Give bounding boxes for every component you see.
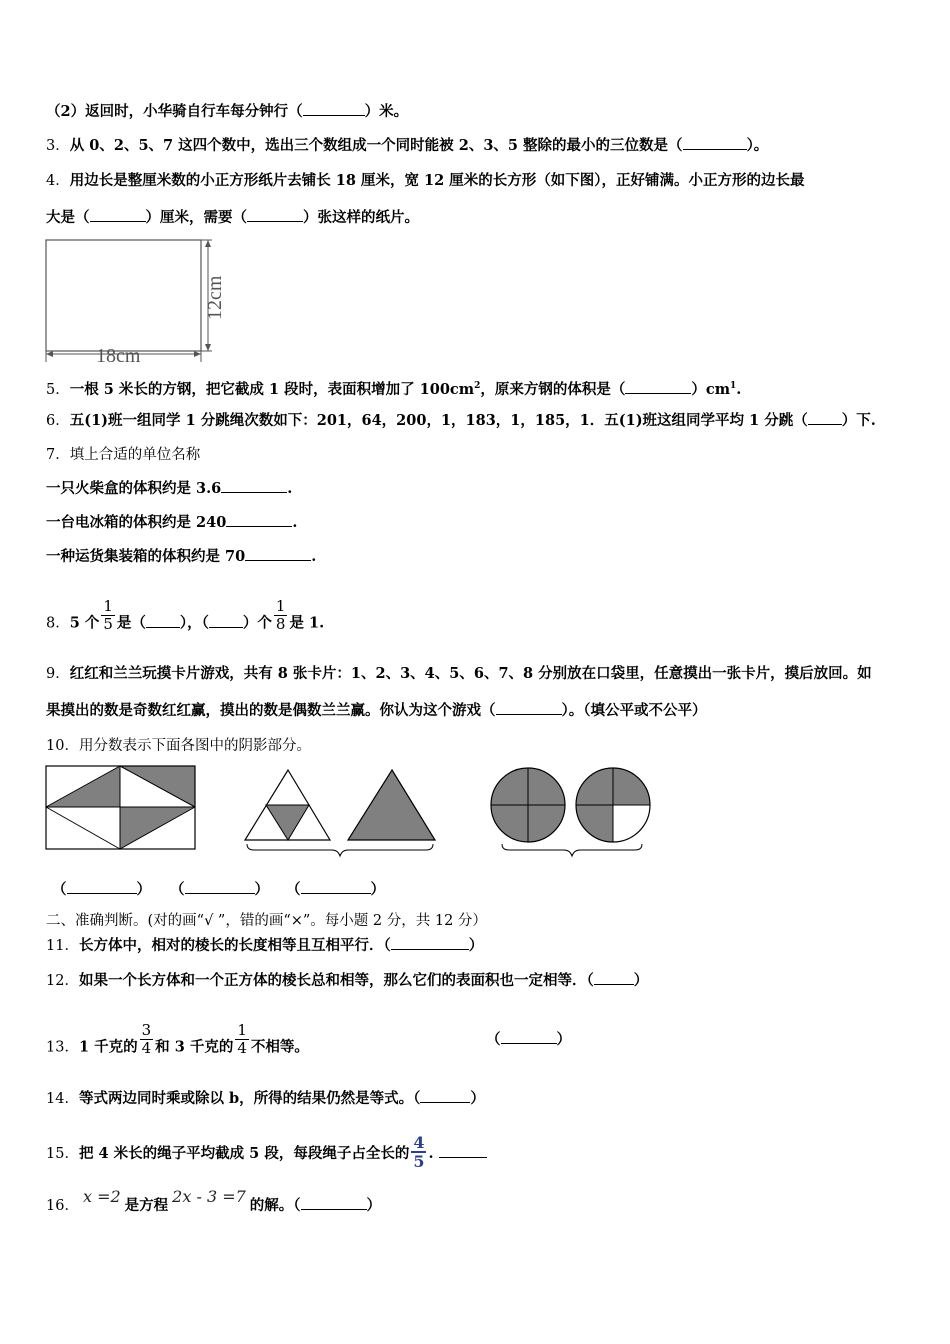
question-4-line1: 4．用边长是整厘米数的小正方形纸片去铺长 18 厘米，宽 12 厘米的长方形（如下图），正好铺满。小正方形的边长最: [46, 172, 805, 189]
width-label: 18cm: [96, 345, 141, 367]
answer-blank[interactable]: [501, 1031, 557, 1044]
q10-answer-3: （ ）: [286, 881, 385, 898]
answer-blank[interactable]: [226, 514, 292, 527]
question-9-line2: 果摸出的数是奇数红红赢，摸出的数是偶数兰兰赢。你认为这个游戏（ ）。（填公平或不公平）: [46, 702, 707, 719]
answer-blank[interactable]: [301, 881, 371, 894]
answer-blank[interactable]: [209, 615, 243, 628]
question-4-line2: 大是（ ）厘米，需要（ ）张这样的纸片。: [46, 209, 419, 226]
fraction: $\frac{4}{5}$: [413, 1133, 425, 1171]
question-13: 13．1 千克的 $\frac{3}{4}$ 和 3 千克的 $\frac{1}{4}$ 不相等。: [46, 1021, 309, 1057]
question-11: 11．长方体中，相对的棱长的长度相等且互相平行．（ ）: [46, 937, 484, 954]
answer-blank[interactable]: [391, 937, 469, 950]
answer-blank[interactable]: [301, 1197, 367, 1210]
section-2-title: 二、准确判断。(对的画“√ ”，错的画“×”。每小题 2 分，共 12 分）: [46, 913, 487, 929]
answer-blank[interactable]: [90, 209, 146, 222]
q10-answer-2: （ ）: [170, 881, 269, 898]
fraction: $\frac{1}{5}$: [103, 597, 113, 633]
answer-blank[interactable]: [683, 137, 747, 150]
question-10: 10．用分数表示下面各图中的阴影部分。: [46, 738, 311, 754]
shaded-triangles-figure: [242, 768, 438, 858]
question-13-answer: （ ）: [486, 1031, 571, 1048]
answer-blank[interactable]: [625, 381, 691, 394]
question-6: 6．五(1)班一组同学 1 分跳绳次数如下：201，64，200，1，183，1，185，1．五(1)班这组同学平均 1 分跳（ ）下.: [46, 412, 876, 429]
answer-blank[interactable]: [221, 480, 287, 493]
question-7-item: 一台电冰箱的体积约是 240 .: [46, 514, 298, 531]
answer-blank[interactable]: [496, 702, 562, 715]
question-9-line1: 9．红红和兰兰玩摸卡片游戏，共有 8 张卡片：1、2、3、4、5、6、7、8 分别放在口袋里，任意摸出一张卡片，摸后放回。如: [46, 665, 872, 682]
answer-blank[interactable]: [146, 615, 180, 628]
question-16: 16． x =2 是方程 2x - 3 =7 的解。（ ）: [46, 1187, 382, 1214]
question-15: 15．把 4 米长的绳子平均截成 5 段，每段绳子占全长的 $\frac{4}{5}$ .: [46, 1136, 487, 1172]
fraction: $\frac{1}{4}$: [237, 1021, 247, 1057]
answer-blank[interactable]: [420, 1090, 470, 1103]
answer-blank[interactable]: [594, 972, 634, 985]
answer-blank[interactable]: [67, 881, 137, 894]
question-7-item: 一种运货集装箱的体积约是 70 .: [46, 548, 317, 565]
question-12: 12．如果一个长方体和一个正方体的棱长总和相等，那么它们的表面积也一定相等．（ ）: [46, 972, 649, 989]
rectangle-figure: [40, 232, 240, 367]
q2-part2: （2）返回时，小华骑自行车每分钟行（ ）米。: [46, 103, 409, 120]
shaded-circles-figure: [488, 763, 654, 859]
question-3: 3．从 0、2、5、7 这四个数中，选出三个数组成一个同时能被 2、3、5 整除的最小的三位数是（ ）。: [46, 137, 769, 154]
answer-blank[interactable]: [439, 1145, 487, 1158]
height-label: 12cm: [204, 275, 226, 320]
question-8: 8．5 个 $\frac{1}{5}$ 是（ ），（ ）个 $\frac{1}{8}$ 是 1.: [46, 597, 325, 633]
question-7-item: 一只火柴盒的体积约是 3.6 .: [46, 480, 293, 497]
shaded-rectangle-figure: [45, 765, 197, 851]
equation: 2x - 3 =7: [172, 1187, 246, 1206]
question-7: 7．填上合适的单位名称: [46, 447, 201, 463]
fraction: $\frac{1}{8}$: [275, 597, 286, 633]
equation: x =2: [82, 1187, 121, 1206]
answer-blank[interactable]: [245, 548, 311, 561]
fraction: $\frac{3}{4}$: [141, 1021, 152, 1057]
q10-answer-1: （ ）: [52, 881, 151, 898]
answer-blank[interactable]: [303, 103, 365, 116]
question-14: 14．等式两边同时乘或除以 b，所得的结果仍然是等式。（ ）: [46, 1090, 485, 1107]
answer-blank[interactable]: [247, 209, 303, 222]
answer-blank[interactable]: [185, 881, 255, 894]
answer-blank[interactable]: [808, 412, 842, 425]
question-5: 5．一根 5 米长的方钢，把它截成 1 段时，表面积增加了 $100cm^2$，原来方钢的体积是（ ）$cm^1$.: [46, 380, 742, 398]
